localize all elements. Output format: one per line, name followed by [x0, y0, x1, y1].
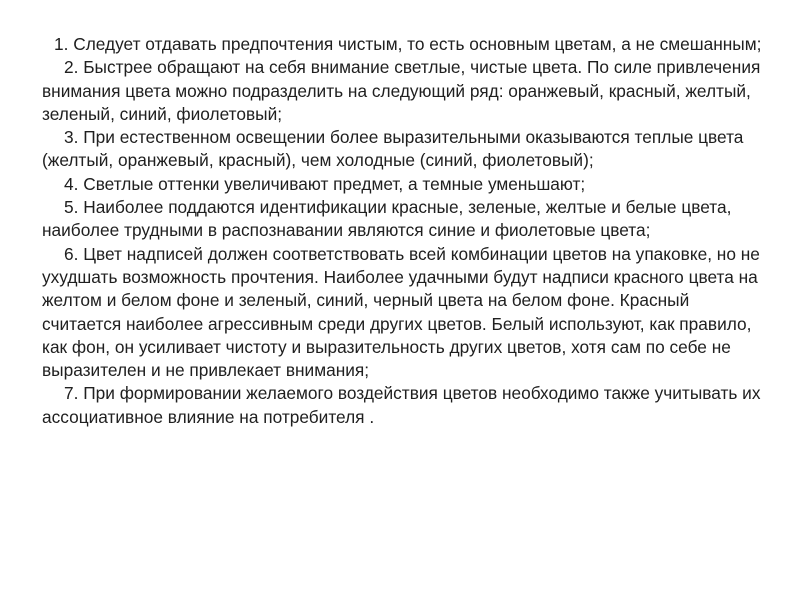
paragraph-5: 5. Наиболее поддаются идентификации красные, зеленые, желтые и белые цвета, наиболее трудными в распознавании являются синие и фиолетовые цвета;: [42, 197, 732, 241]
paragraph-1: 1. Следует отдавать предпочтения чистым, то есть основным цветам, а не смешанным;: [54, 34, 762, 54]
paragraph-2: 2. Быстрее обращают на себя внимание светлые, чистые цвета. По силе привлечения внимания цвета можно подразделить на следующий ряд: оранжевый, красный, желтый, зеленый, синий, фиолетовый;: [42, 57, 761, 124]
paragraph-4: 4. Светлые оттенки увеличивают предмет, а темные уменьшают;: [64, 173, 586, 194]
paragraph-6: 6. Цвет надписей должен соответствовать всей комбинации цветов на упаковке, но не ухудшать возможность прочтения. Наиболее удачными будут надписи красного цвета на желтом и белом фоне и зеленый, синий, черный цвета на белом фоне. Красный считается наиболее агрессивным среди других цветов. Белый используют, как правило, как фон, он усиливает чистоту и выразительность других цветов, хотя сам по себе не выразителен и не привлекает внимания;: [42, 243, 760, 381]
paragraph-7: 7. При формировании желаемого воздействия цветов необходимо также учитывать их ассоциативное влияние на потребителя .: [42, 383, 761, 427]
paragraph-3: 3. При естественном освещении более выразительными оказываются теплые цвета (желтый, оранжевый, красный), чем холодные (синий, фиолетовый);: [42, 127, 744, 171]
document-body: [42, 33, 762, 429]
